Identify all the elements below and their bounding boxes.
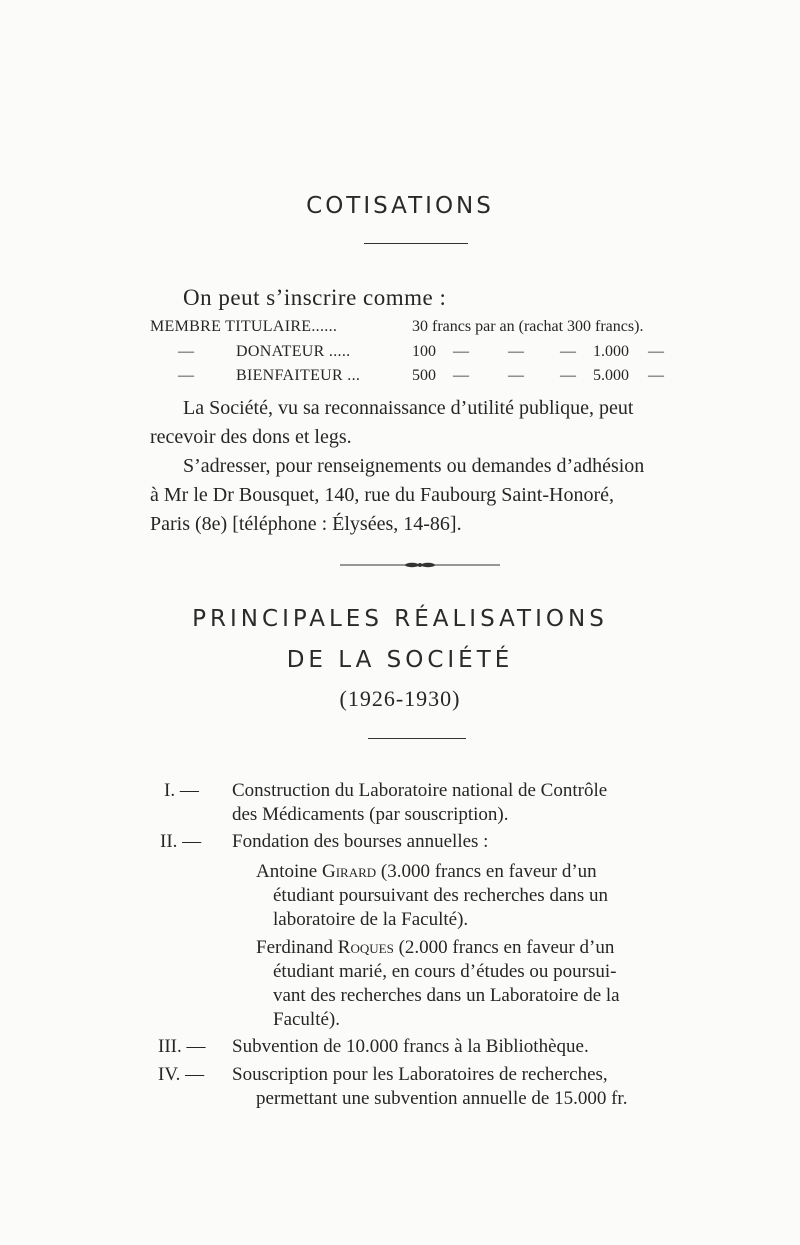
amount-value: 500 [412, 367, 436, 384]
item-line: des Médicaments (par souscription). [232, 804, 509, 825]
item-line: Faculté). [273, 1009, 341, 1030]
item-line: étudiant poursuivant des recherches dans un [273, 885, 609, 906]
paragraph-line: à Mr le Dr Bousquet, 140, rue du Faubourg Saint-Honoré, [150, 484, 615, 506]
amount-value: 30 francs par an (rachat 300 francs). [412, 318, 644, 335]
cotisations-rule [364, 243, 468, 244]
paragraph-line: S’adresser, pour renseignements ou demandes d’adhésion [183, 455, 645, 477]
item-numeral: IV. — [158, 1064, 205, 1085]
category-label: DONATEUR ..... [236, 343, 351, 360]
ditto-dash: — [178, 367, 194, 384]
amount-value: 100 [412, 343, 436, 360]
grant-detail: (3.000 francs en faveur d’un [380, 861, 597, 882]
item-numeral: I. — [164, 780, 199, 801]
realisations-subtitle: DE LA SOCIÉTÉ [286, 647, 514, 673]
grant-last-name: Roques [337, 937, 394, 958]
item-line: Fondation des bourses annuelles : [232, 831, 489, 852]
ditto-dash: — [453, 343, 469, 360]
grant-first-name: Antoine [256, 861, 318, 882]
cotisations-title: COTISATIONS [306, 193, 494, 219]
realisations-years: (1926-1930) [339, 686, 461, 711]
cotisations-intro: On peut s’inscrire comme : [183, 285, 447, 310]
grant-detail: (2.000 francs en faveur d’un [398, 937, 615, 958]
item-line: Souscription pour les Laboratoires de recherches, [232, 1064, 608, 1085]
rachat-value: 5.000 [593, 367, 629, 384]
ditto-dash: — [178, 343, 194, 360]
item-line: Construction du Laboratoire national de Contrôle [232, 780, 608, 801]
ditto-dash: — [648, 343, 664, 360]
category-label: MEMBRE TITULAIRE...... [150, 318, 338, 335]
ornament-divider [340, 560, 500, 570]
grant-first-name: Ferdinand [256, 937, 334, 958]
item-line [256, 937, 614, 959]
ditto-dash: — [560, 367, 576, 384]
rachat-value: 1.000 [593, 343, 629, 360]
realisations-title: PRINCIPALES RÉALISATIONS [192, 606, 608, 632]
item-line: vant des recherches dans un Laboratoire de la [273, 985, 620, 1006]
realisations-rule [368, 738, 466, 739]
item-line: Subvention de 10.000 francs à la Bibliothèque. [232, 1036, 589, 1057]
item-line [256, 861, 597, 883]
paragraph-line: Paris (8e) [téléphone : Élysées, 14-86]. [150, 513, 462, 535]
item-numeral: III. — [158, 1036, 206, 1057]
ditto-dash: — [648, 367, 664, 384]
grant-last-name: Girard [321, 861, 377, 882]
ditto-dash: — [453, 367, 469, 384]
item-numeral: II. — [160, 831, 202, 852]
ditto-dash: — [560, 343, 576, 360]
item-line: permettant une subvention annuelle de 15.000 fr. [256, 1088, 628, 1109]
item-line: étudiant marié, en cours d’études ou poursui- [273, 961, 617, 982]
item-line: laboratoire de la Faculté). [273, 909, 469, 930]
category-label: BIENFAITEUR ... [236, 367, 361, 384]
paragraph-line: La Société, vu sa reconnaissance d’utilité publique, peut [183, 397, 634, 419]
paragraph-line: recevoir des dons et legs. [150, 426, 352, 448]
ditto-dash: — [508, 367, 524, 384]
ditto-dash: — [508, 343, 524, 360]
